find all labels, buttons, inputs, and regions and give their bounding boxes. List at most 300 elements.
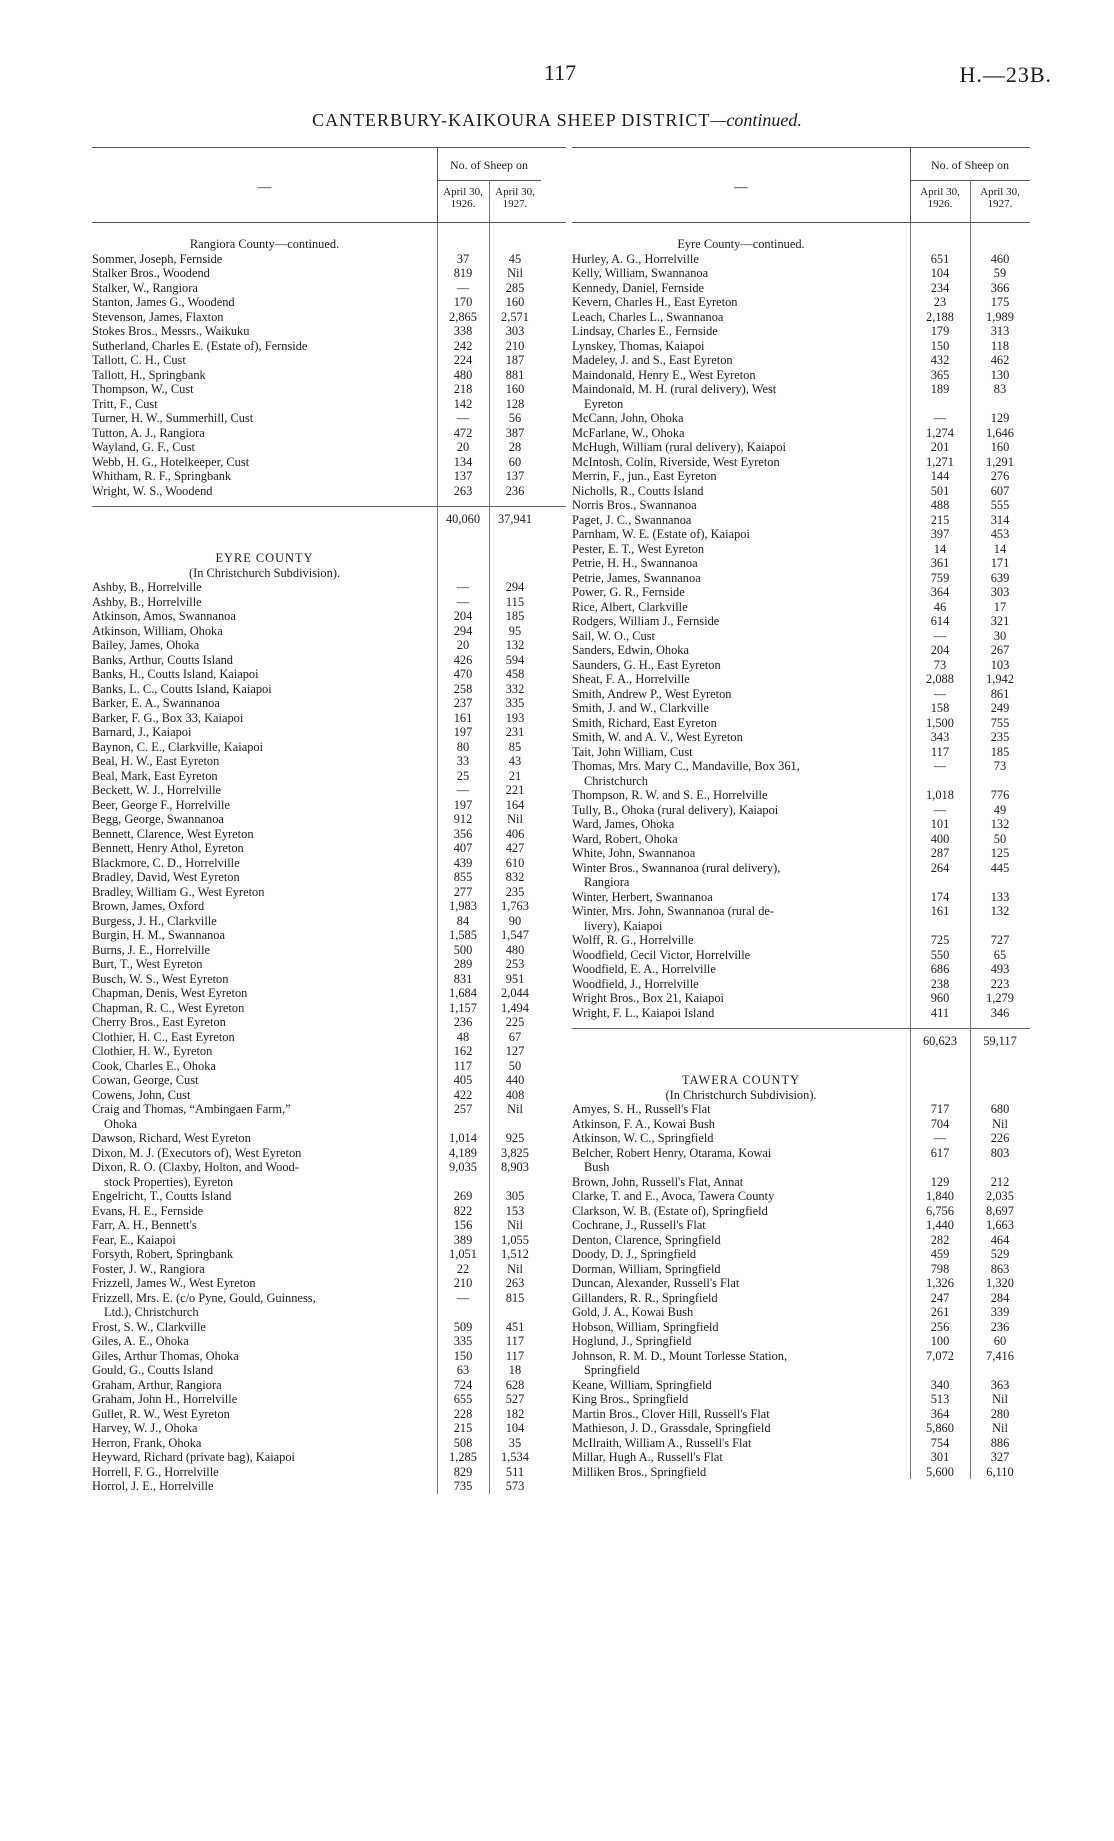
sheep-1927: 727 [990, 933, 1010, 947]
table-row [572, 368, 1030, 383]
table-row [572, 310, 1030, 325]
owner-name: Clothier, H. W., Eyreton [92, 1044, 213, 1058]
owner-name: Sutherland, Charles E. (Estate of), Fernside [92, 338, 308, 353]
table-row [572, 339, 1030, 354]
table-row [92, 841, 566, 856]
sheep-1927: 332 [505, 681, 525, 696]
owner-name: Atkinson, F. A., Kowai Bush [572, 1116, 715, 1131]
owner-name: Woodfield, Cecil Victor, Horrelville [572, 947, 751, 962]
sheep-1926: 405 [453, 1073, 473, 1087]
table-row [572, 542, 1030, 557]
sheep-1927: 236 [505, 483, 525, 498]
sheep-1927: 1,291 [986, 454, 1014, 469]
owner-name: Evans, H. E., Fernside [92, 1203, 204, 1218]
owner-name: stock Properties), Eyreton [104, 1174, 234, 1189]
owner-name: Stevenson, James, Flaxton [92, 309, 224, 324]
sheep-1927: 50 [993, 831, 1007, 846]
sheep-1926: 215 [930, 512, 950, 527]
sheep-1926: — [456, 783, 470, 797]
owner-name: Winter, Herbert, Swannanoa [572, 889, 713, 904]
table-row [572, 1204, 1030, 1219]
owner-name: Gillanders, R. R., Springfield [572, 1290, 718, 1305]
sheep-1927: 280 [990, 1406, 1010, 1421]
owner-name: Bradley, David, West Eyreton [92, 870, 240, 884]
owner-name: Hurley, A. G., Horrelville [572, 251, 699, 266]
table-row [572, 890, 1030, 905]
sheep-1927: 59 [993, 266, 1007, 280]
owner-name: Gold, J. A., Kowai Bush [572, 1305, 694, 1319]
table-row [572, 1233, 1030, 1248]
owner-name: Turner, H. W., Summerhill, Cust [92, 411, 254, 425]
sheep-1926: 204 [453, 609, 473, 623]
sheep-1927: 115 [505, 594, 525, 609]
owner-name: Herron, Frank, Ohoka [92, 1435, 202, 1450]
table-row [572, 904, 1030, 919]
sheep-1927: 285 [505, 280, 525, 295]
owner-name: Graham, John H., Horrelville [92, 1392, 238, 1406]
document-reference: H.—23B. [959, 62, 1052, 87]
table-row [92, 1088, 566, 1103]
owner-name: Saunders, G. H., East Eyreton [572, 657, 721, 672]
table-row [92, 914, 566, 929]
sheep-1927: 460 [990, 251, 1010, 266]
table-row [92, 609, 566, 624]
sheep-1927: 493 [990, 962, 1010, 976]
sheep-1926: 1,274 [926, 425, 954, 440]
table-row [572, 513, 1030, 528]
sheep-1927: 886 [990, 1435, 1010, 1450]
table-row [572, 1392, 1030, 1407]
sheep-1926: 101 [930, 817, 950, 831]
sheep-1926: 264 [930, 860, 950, 875]
table-row [572, 817, 1030, 832]
sheep-1927: 56 [508, 411, 522, 425]
owner-name: Rangiora [584, 875, 630, 889]
sheep-1926: 158 [930, 701, 950, 715]
table-row [92, 1117, 566, 1132]
sheep-1927: 594 [505, 652, 525, 667]
table-row [572, 281, 1030, 296]
owner-name: Bush [584, 1160, 610, 1174]
table-row [572, 1218, 1030, 1233]
sheep-1926: 1,051 [449, 1247, 477, 1261]
sheep-1927: 303 [505, 324, 525, 338]
owner-name: Nicholls, R., Coutts Island [572, 483, 704, 498]
sheep-1927: 73 [993, 759, 1007, 773]
sheep-1926: 407 [453, 841, 473, 855]
table-row [572, 875, 1030, 890]
total-1926: 60,623 [922, 1034, 958, 1048]
table-row [572, 774, 1030, 789]
table-row [572, 455, 1030, 470]
sheep-1927: 223 [990, 976, 1010, 991]
owner-name: Doody, D. J., Springfield [572, 1247, 697, 1261]
sheep-1926: 236 [453, 1015, 473, 1029]
sheep-1927: 50 [508, 1058, 522, 1073]
table-row [92, 1392, 566, 1407]
sheep-1926: 829 [453, 1464, 473, 1479]
owner-name: livery), Kaiapoi [584, 918, 663, 933]
owner-name: Lindsay, Charles E., Fernside [572, 324, 718, 338]
sheep-1927: 231 [505, 725, 525, 739]
sheep-1927: 573 [505, 1479, 525, 1493]
owner-name: Wright Bros., Box 21, Kaiapoi [572, 991, 724, 1005]
sheep-1926: 20 [456, 440, 470, 454]
sheep-1927: 221 [505, 783, 525, 797]
table-row [572, 658, 1030, 673]
sheep-1927: 28 [508, 440, 522, 454]
table-row [572, 252, 1030, 267]
owner-name: Stalker Bros., Woodend [92, 266, 210, 280]
sheep-1927: 346 [990, 1005, 1010, 1020]
sheep-1927: 480 [505, 942, 525, 957]
table-row [572, 1291, 1030, 1306]
owner-name: Horrol, J. E., Horrelville [92, 1479, 214, 1493]
owner-name: Forsyth, Robert, Springbank [92, 1247, 234, 1261]
sheep-1926: 197 [453, 725, 473, 739]
owner-name: Dixon, R. O. (Claxby, Holton, and Wood- [92, 1160, 299, 1174]
sheep-1926 [449, 1117, 501, 1132]
sheep-1926 [922, 1160, 976, 1175]
sheep-1927: 235 [505, 884, 525, 899]
sheep-1927: 182 [505, 1406, 525, 1421]
sheep-1926: 5,860 [926, 1421, 954, 1435]
table-row [572, 1436, 1030, 1451]
sheep-1927: 65 [993, 947, 1007, 962]
sheep-1926: 80 [456, 739, 470, 754]
table-row [572, 295, 1030, 310]
sheep-1927: 776 [990, 788, 1010, 802]
table-row [92, 885, 566, 900]
owner-name: Whitham, R. F., Springbank [92, 469, 232, 483]
owner-name: Bennett, Henry Athol, Eyreton [92, 841, 244, 855]
header-april-1926: April 30, 1926. [443, 186, 483, 210]
sheep-1927: 453 [990, 527, 1010, 541]
sheep-1926: 23 [933, 295, 947, 309]
title-main: CANTERBURY-KAIKOURA SHEEP DISTRICT [312, 110, 711, 130]
sheep-1926: 1,983 [449, 899, 477, 913]
table-row [92, 440, 566, 455]
table-row [92, 1436, 566, 1451]
sheep-1926: 550 [930, 947, 950, 962]
table-row [92, 1015, 566, 1030]
sheep-1926: 257 [453, 1102, 473, 1116]
owner-name: Smith, Andrew P., West Eyreton [572, 686, 732, 701]
sheep-1927: 1,646 [986, 425, 1014, 440]
owner-name: Maindonald, M. H. (rural delivery), West [572, 382, 777, 396]
owner-name: Dawson, Richard, West Eyreton [92, 1131, 251, 1145]
sheep-1926: 150 [930, 338, 950, 353]
owner-name: Amyes, S. H., Russell's Flat [572, 1102, 711, 1116]
sheep-1927: 1,494 [501, 1000, 529, 1015]
sheep-1926: 1,684 [449, 986, 477, 1000]
sheep-1926: 717 [930, 1102, 950, 1116]
table-row [572, 962, 1030, 977]
sheep-1927: 529 [990, 1247, 1010, 1261]
owner-name: Leach, Charles L., Swannanoa [572, 309, 724, 324]
sheep-1927: 284 [990, 1290, 1010, 1305]
total-1927: 37,941 [497, 512, 533, 526]
sheep-1927: 104 [505, 1421, 525, 1435]
column-rule [437, 223, 438, 1494]
sheep-1926 [922, 774, 976, 789]
owner-name: Milliken Bros., Springfield [572, 1464, 707, 1479]
owner-name: Christchurch [584, 773, 649, 788]
owner-name: Hobson, William, Springfield [572, 1319, 719, 1334]
header-april-1926: April 30, 1926. [920, 186, 960, 210]
sheep-1927: 305 [505, 1189, 525, 1203]
owner-name: Horrell, F. G., Horrelville [92, 1464, 219, 1479]
table-row [92, 310, 566, 325]
table-row [572, 1102, 1030, 1117]
sheep-1926: 459 [930, 1247, 950, 1261]
owner-name: McFarlane, W., Ohoka [572, 425, 685, 440]
sheep-1926: 258 [453, 681, 473, 696]
section-heading-county: TAWERA COUNTY [681, 1073, 801, 1087]
table-row [92, 595, 566, 610]
table-row [92, 368, 566, 383]
sheep-1926: 1,440 [926, 1218, 954, 1232]
sheep-1927: Nil [507, 812, 523, 826]
sheep-1926: 501 [930, 483, 950, 498]
sheep-1926: 129 [930, 1174, 950, 1189]
sheep-1926: 137 [453, 469, 473, 483]
table-row [92, 928, 566, 943]
sheep-1926: 819 [453, 266, 473, 280]
owner-name: Parnham, W. E. (Estate of), Kaiapoi [572, 527, 750, 541]
sheep-1926: — [933, 1131, 947, 1145]
sheep-1927: 458 [505, 667, 525, 681]
sheep-1927: 3,825 [501, 1145, 529, 1160]
sheep-1927: 1,763 [501, 899, 529, 913]
owner-name: Baynon, C. E., Clarkville, Kaiapoi [92, 739, 264, 754]
sheep-1927: 464 [990, 1232, 1010, 1247]
sheep-1927: Nil [992, 1421, 1008, 1435]
section-subheading: (In Christchurch Subdivision). [188, 565, 341, 580]
county-total-row [572, 1028, 1030, 1053]
owner-name: Brown, James, Oxford [92, 899, 205, 913]
sheep-1926: 912 [453, 812, 473, 826]
sheep-1926: — [933, 628, 947, 643]
sheep-1927: 160 [505, 382, 525, 396]
table-row [92, 426, 566, 441]
sheep-1926: 432 [930, 353, 950, 367]
owner-name: Heyward, Richard (private bag), Kaiapoi [92, 1450, 295, 1464]
sheep-1926: 614 [930, 614, 950, 628]
owner-name: Sommer, Joseph, Fernside [92, 251, 223, 266]
owner-name: Fear, E., Kaiapoi [92, 1232, 176, 1247]
owner-name: Johnson, R. M. D., Mount Torlesse Station, [572, 1348, 788, 1363]
sheep-1926: 651 [930, 251, 950, 266]
sheep-1926: 33 [456, 754, 470, 768]
owner-name: Clarke, T. and E., Avoca, Tawera County [572, 1189, 775, 1203]
owner-name: Madeley, J. and S., East Eyreton [572, 353, 733, 367]
sheep-1927: 339 [990, 1305, 1010, 1319]
owner-name: Barnard, J., Kaiapoi [92, 725, 192, 739]
sheep-1926 [922, 875, 976, 890]
sheep-1927: 680 [990, 1102, 1010, 1116]
owner-name: Duncan, Alexander, Russell's Flat [572, 1276, 740, 1290]
sheep-1926: 261 [930, 1305, 950, 1319]
sheep-1926: 247 [930, 1290, 950, 1305]
table-row [572, 1189, 1030, 1204]
sheep-1927: 303 [990, 585, 1010, 599]
sheep-1927: 610 [505, 855, 525, 870]
table-row [92, 1001, 566, 1016]
sheep-1927: 387 [505, 425, 525, 440]
sheep-1926: 822 [453, 1203, 473, 1218]
sheep-1927: 132 [505, 638, 525, 652]
owner-name: Blackmore, C. D., Horrelville [92, 855, 240, 870]
table-row [572, 411, 1030, 426]
sheep-1927: 628 [505, 1377, 525, 1392]
owner-name: Graham, Arthur, Rangiora [92, 1377, 222, 1392]
owner-name: Atkinson, William, Ohoka [92, 623, 223, 638]
sheep-1926: 754 [930, 1435, 950, 1450]
table-row [572, 527, 1030, 542]
table-row [572, 730, 1030, 745]
sheep-1926 [922, 1363, 976, 1378]
sheep-1927: 314 [990, 512, 1010, 527]
sheep-1927: 95 [508, 623, 522, 638]
owner-name: Ashby, B., Horrelville [92, 580, 202, 594]
table-row [572, 716, 1030, 731]
sheep-1926: 470 [453, 667, 473, 681]
total-1926: 40,060 [445, 512, 481, 526]
table-row [572, 1378, 1030, 1393]
table-row [572, 1320, 1030, 1335]
sheep-1926: 831 [453, 971, 473, 986]
owner-name: Brown, John, Russell's Flat, Annat [572, 1174, 744, 1189]
table-row [572, 1349, 1030, 1364]
title-continued: —continued. [710, 110, 802, 130]
table-row [92, 1204, 566, 1219]
table-row [92, 266, 566, 281]
owner-name: Clarkson, W. B. (Estate of), Springfield [572, 1203, 768, 1218]
sheep-1927: 1,534 [501, 1450, 529, 1464]
table-row [92, 740, 566, 755]
sheep-1926: 301 [930, 1450, 950, 1464]
table-row [572, 745, 1030, 760]
sheep-1927 [976, 1363, 1030, 1378]
sheep-1926: — [456, 280, 470, 295]
sheep-1926: 48 [456, 1029, 470, 1044]
table-row [92, 827, 566, 842]
sheep-1926: 365 [930, 367, 950, 382]
owner-name: Sail, W. O., Cust [572, 628, 655, 643]
owner-name: Cherry Bros., East Eyreton [92, 1015, 226, 1029]
table-row [92, 812, 566, 827]
table-row [92, 484, 566, 499]
sheep-1927: 440 [505, 1073, 525, 1087]
sheep-1926 [449, 1175, 501, 1190]
sheep-1926: 1,285 [449, 1450, 477, 1464]
sheep-1926: 162 [453, 1044, 473, 1058]
sheep-1926: 1,157 [449, 1000, 477, 1015]
sheep-1927 [976, 774, 1030, 789]
owner-name: Barker, F. G., Box 33, Kaiapoi [92, 710, 244, 725]
table-row [572, 846, 1030, 861]
table-row [92, 411, 566, 426]
table-row [92, 339, 566, 354]
sheep-1927: 171 [990, 556, 1010, 570]
table-row [572, 426, 1030, 441]
owner-name: Denton, Clarence, Springfield [572, 1232, 721, 1247]
sheep-1926: 2,088 [926, 672, 954, 686]
owner-name: Banks, L. C., Coutts Island, Kaiapoi [92, 681, 272, 696]
table-row [92, 1131, 566, 1146]
sheep-1926: 142 [453, 396, 473, 411]
sheep-1926: 340 [930, 1377, 950, 1392]
sheep-1926: 1,271 [926, 454, 954, 469]
owner-name: Begg, George, Swannanoa [92, 812, 224, 826]
sheep-1926: 472 [453, 425, 473, 440]
sheep-1926: 500 [453, 942, 473, 957]
sheep-1927: 951 [505, 971, 525, 986]
owner-name: Atkinson, Amos, Swannanoa [92, 609, 236, 623]
owner-name: Smith, Richard, East Eyreton [572, 715, 717, 730]
sheep-1927: 267 [990, 643, 1010, 657]
sheep-1927: 408 [505, 1087, 525, 1102]
owner-name: Giles, Arthur Thomas, Ohoka [92, 1348, 239, 1363]
spacer [92, 223, 566, 237]
sheep-1926: 1,018 [926, 788, 954, 802]
owner-name: Tait, John William, Cust [572, 744, 693, 759]
sheep-1927: 1,279 [986, 991, 1014, 1005]
owner-name: Winter, Mrs. John, Swannanoa (rural de- [572, 904, 775, 918]
owner-name: McHugh, William (rural delivery), Kaiapoi [572, 440, 786, 454]
sheep-1926: 144 [930, 469, 950, 483]
column-rule [910, 223, 911, 1479]
sheep-1926: 617 [930, 1145, 950, 1160]
owner-name: Sheat, F. A., Horrelville [572, 672, 690, 686]
sheep-1927: 1,055 [501, 1232, 529, 1247]
table-row [92, 711, 566, 726]
table-row [572, 1465, 1030, 1480]
owner-name: Power, G. R., Fernside [572, 585, 685, 599]
owner-name: Stanton, James G., Woodend [92, 295, 235, 309]
sheep-1927: 160 [505, 295, 525, 309]
sheep-1927: 1,320 [986, 1276, 1014, 1290]
owner-name: Millar, Hugh A., Russell's Flat [572, 1450, 723, 1464]
sheep-1927: 193 [505, 710, 525, 725]
sheep-1926: 100 [930, 1334, 950, 1348]
sheep-1927: 1,942 [986, 672, 1014, 686]
owner-name: Dorman, William, Springfield [572, 1261, 721, 1276]
table-row [572, 803, 1030, 818]
sheep-1927: 226 [990, 1131, 1010, 1145]
sheep-1927: 527 [505, 1392, 525, 1406]
owner-name: Ohoka [104, 1116, 138, 1131]
table-row [572, 1247, 1030, 1262]
table-row [572, 1131, 1030, 1146]
owner-name: Mathieson, J. D., Grassdale, Springfield [572, 1421, 771, 1435]
sheep-1926: 704 [930, 1116, 950, 1131]
owner-name: Busch, W. S., West Eyreton [92, 971, 229, 986]
owner-name: Wayland, G. F., Cust [92, 440, 195, 454]
owner-name: Petrie, James, Swannanoa [572, 570, 701, 585]
sheep-1926: 237 [453, 696, 473, 710]
table-row [92, 1262, 566, 1277]
sheep-1927: 60 [508, 454, 522, 469]
sheep-1926: 104 [930, 266, 950, 280]
table-row [572, 629, 1030, 644]
sheep-1927: 607 [990, 483, 1010, 498]
owner-name: Stalker, W., Rangiora [92, 280, 198, 295]
total-label [92, 507, 437, 531]
table-row [92, 1059, 566, 1074]
sheep-1926: 25 [456, 768, 470, 783]
